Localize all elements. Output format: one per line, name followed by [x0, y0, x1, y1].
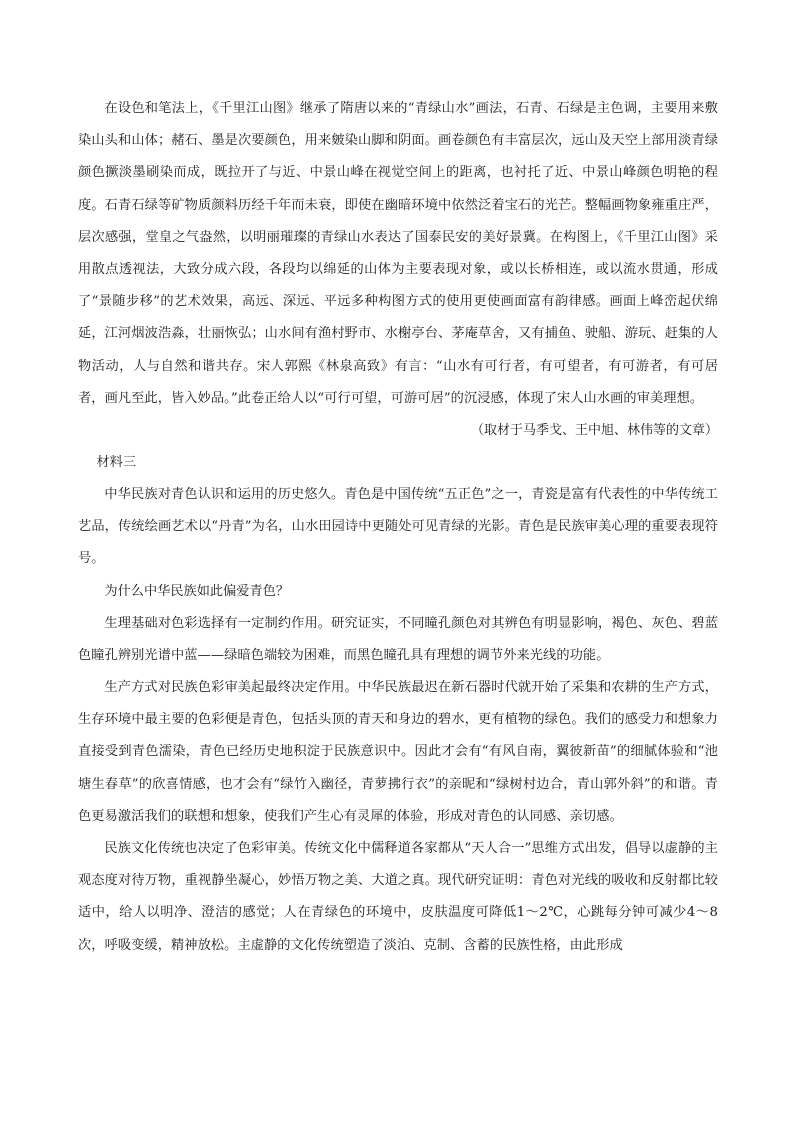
paragraph-physiological-basis: 生理基础对色彩选择有一定制约作用。研究证实，不同瞳孔颜色对其辨色有明显影响，褐色、灰色、碧蓝色瞳孔辨别光谱中蓝——绿暗色端较为困难，而黑色瞳孔具有理想的调节外来光线的功能。 — [78, 615, 718, 663]
paragraph-cultural-tradition: 民族文化传统也决定了色彩审美。传统文化中儒释道各家都从“天人合一”思维方式出发，倡导以虚静的主观态度对待万物，重视静坐凝心，妙悟万物之美、大道之真。现代研究证明：青色对光线的吸收和反射都比较适中，给人以明净、澄洁的感觉；人在青绿色的环境中，皮肤温度可降低1～2℃，心跳每分钟可减少4～8次，呼吸变缓，精神放松。主虚静的文化传统塑造了淡泊、克制、含蓄的民族性格，由此形成 — [78, 841, 718, 953]
paragraph-production-mode: 生产方式对民族色彩审美起最终决定作用。中华民族最迟在新石器时代就开始了采集和农耕的生产方式，生存环境中最主要的色彩便是青色，包括头顶的青天和身边的碧水，更有植物的绿色。我们的感受力和想象力直接受到青色濡染，青色已经历史地积淀于民族意识中。因此才会有“有风自南，翼彼新苗”的细腻体验和“池塘生春草”的欣喜情感，也才会有“绿竹入幽径，青萝拂行衣”的亲昵和“绿树村边合，青山郭外斜”的和谐。青色更易激活我们的联想和想象，使我们产生心有灵犀的体验，形成对青色的认同感、亲切感。 — [78, 680, 718, 824]
document-page — [78, 93, 718, 962]
paragraph-history-of-cyan: 中华民族对青色认识和运用的历史悠久。青色是中国传统“五正色”之一，青瓷是富有代表性的中华传统工艺品，传统绘画艺术以“丹青”为名，山水田园诗中更随处可见青绿的光影。青色是民族审美心理的重要表现符号。 — [78, 487, 718, 567]
section-heading-material-three: 材料三 — [96, 455, 137, 471]
paragraph-painting-color-and-composition: 在设色和笔法上，《千里江山图》继承了隋唐以来的“青绿山水”画法，石青、石绿是主色调，主要用来敷染山头和山体；赭石、墨是次要颜色，用来皴染山脚和阴面。画卷颜色有丰富层次，远山及天空上部用淡青绿颜色撅淡墨刷染而成，既拉开了与近、中景山峰在视觉空间上的距离，也衬托了近、中景山峰颜色明艳的程度。石青石绿等矿物质颜料历经千年而未衰，即使在幽暗环境中依然泛着宝石的光芒。整幅画物象雍重庄严，层次感强，堂皇之气盎然，以明丽璀璨的青绿山水表达了国泰民安的美好景冀。在构图上，《千里江山图》采用散点透视法，大致分成六段，各段均以绵延的山体为主要表现对象，或以长桥相连，或以流水贯通，形成了“景随步移”的艺术效果，高远、深远、平远多种构图方式的使用更使画面富有韵律感。画面上峰峦起伏绵延，江河烟波浩淼，壮丽恢弘；山水间有渔村野市、水榭亭台、茅庵草舍，又有捕鱼、驶船、游玩、赶集的人物活动，人与自然和谐共存。宋人郭熙《林泉高致》有言：“山水有可行者，有可望者，有可游者，有可居者，画凡至此，皆入妙品。”此卷正给人以“可行可望，可游可居”的沉浸感，体现了宋人山水画的审美理想。 — [78, 101, 718, 406]
source-citation: （取材于马季戈、王中旭、林伟等的文章） — [470, 423, 718, 439]
question-why-prefer-cyan: 为什么中华民族如此偏爱青色？ — [104, 583, 290, 599]
